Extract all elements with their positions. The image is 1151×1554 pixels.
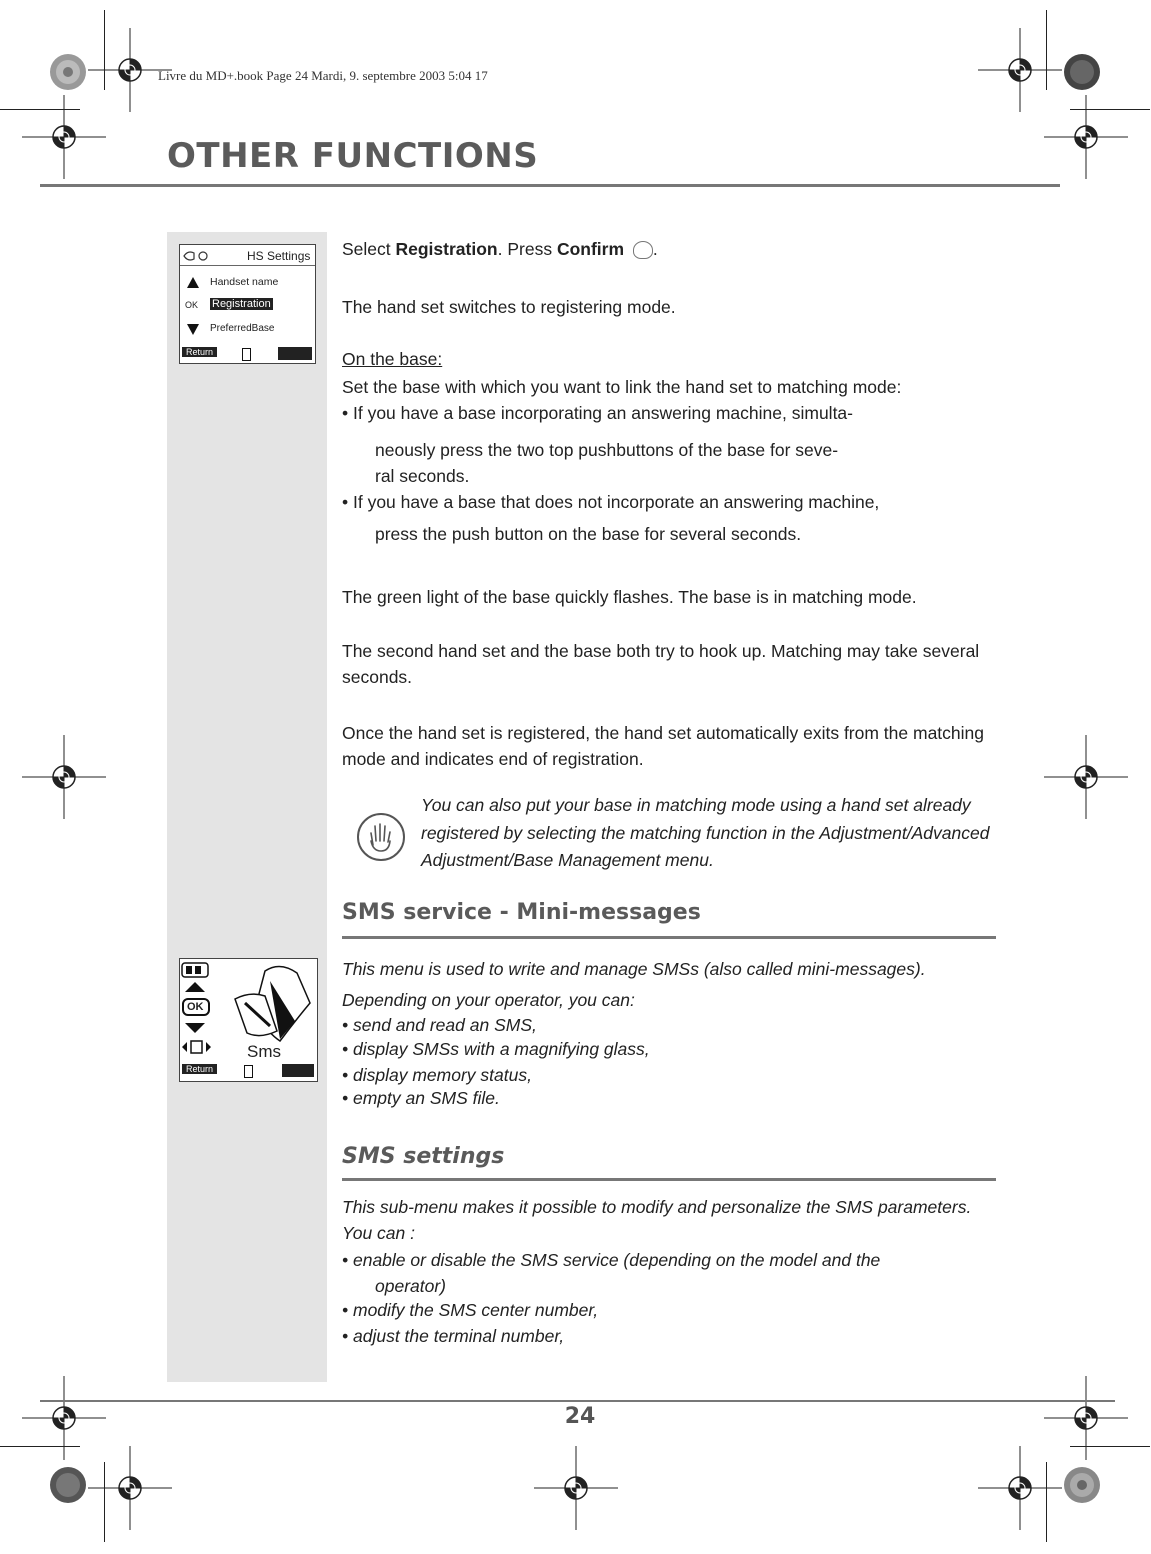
bullet-no-answering-machine-cont: press the push button on the base for several seconds. xyxy=(375,524,802,544)
registration-mark-icon xyxy=(1044,95,1128,179)
sidebar xyxy=(167,232,327,1382)
nav-arrow-up-icon xyxy=(187,277,199,288)
registration-mark-icon xyxy=(978,28,1062,112)
registration-instructions xyxy=(342,236,1002,262)
battery-icon xyxy=(242,348,251,361)
sms-settings-heading: SMS settings xyxy=(342,1144,505,1169)
handset-screen-settings xyxy=(179,244,316,364)
bullet-answering-machine-cont: neously press the two top pushbuttons of the base for seve- xyxy=(375,440,839,460)
second-handset-text: The second hand set and the base both try to hook up. Matching may take several seconds. xyxy=(342,641,980,687)
bullet-answering-machine: • If you have a base incorporating an answering machine, simulta- xyxy=(342,403,853,423)
sms-service-bullet: • display memory status, xyxy=(342,1065,532,1085)
nav-arrow-up-icon xyxy=(185,982,205,992)
registration-mark-icon xyxy=(22,735,106,819)
bullet-answering-machine-end: ral seconds. xyxy=(375,466,470,486)
title-divider xyxy=(40,184,1060,187)
section-title: OTHER FUNCTIONS xyxy=(167,136,539,176)
ok-label: OK xyxy=(187,1001,204,1013)
registration-mark-icon xyxy=(534,1446,618,1530)
color-calibration-icon xyxy=(50,54,86,90)
once-registered-text: Once the hand set is registered, the hand set automatically exits from the matching mode and indicates end of registration. xyxy=(342,723,985,769)
set-base-text: Set the base with which you want to link the hand set to matching mode: xyxy=(342,377,902,397)
softkey-return: Return xyxy=(182,1064,217,1074)
phone-settings-icon xyxy=(182,249,210,263)
sms-service-intro: This menu is used to write and manage SMSs (also called mini-messages). Depending on your operator, you can: xyxy=(342,959,926,1010)
sms-envelope-icon xyxy=(225,961,315,1046)
registration-mark-icon xyxy=(88,1446,172,1530)
registration-mark-icon xyxy=(978,1446,1062,1530)
footer-divider xyxy=(40,1400,1115,1402)
screen-title: HS Settings xyxy=(247,249,311,263)
nav-arrow-down-icon xyxy=(185,1023,205,1033)
menu-item-handset-name: Handset name xyxy=(210,276,279,288)
sms-settings-bullet: • modify the SMS center number, xyxy=(342,1300,599,1320)
menu-item-registration-selected: Registration xyxy=(212,298,271,310)
menu-item-preferred-base: PreferredBase xyxy=(210,323,275,334)
sms-service-bullet: • send and read an SMS, xyxy=(342,1015,537,1035)
handset-screen-sms xyxy=(179,958,318,1082)
ok-label: OK xyxy=(185,300,199,310)
switches-text: The hand set switches to registering mode. xyxy=(342,297,676,317)
sms-service-divider xyxy=(342,936,996,939)
select-registration-line: Select Registration. Press Confirm . xyxy=(342,239,658,259)
green-light-text: The green light of the base quickly flashes. The base is in matching mode. xyxy=(342,587,917,607)
sms-settings-intro: This sub-menu makes it possible to modify and personalize the SMS parameters. You can : xyxy=(342,1197,972,1243)
color-calibration-icon xyxy=(1064,1467,1100,1503)
on-base-heading: On the base: xyxy=(342,349,443,369)
screen-label: Sms xyxy=(247,1042,281,1061)
color-calibration-icon xyxy=(1064,54,1100,90)
sms-settings-bullet-cont: operator) xyxy=(375,1276,447,1296)
sms-service-bullet: • empty an SMS file. xyxy=(342,1088,500,1108)
print-info: Livre du MD+.book Page 24 Mardi, 9. septembre 2003 5:04 17 xyxy=(158,68,488,83)
color-calibration-icon xyxy=(50,1467,86,1503)
sms-settings-bullet: • enable or disable the SMS service (depending on the model and the xyxy=(342,1250,881,1270)
sms-settings-bullet: • adjust the terminal number, xyxy=(342,1326,565,1346)
registration-mark-icon xyxy=(22,1376,106,1460)
sms-service-bullet: • display SMSs with a magnifying glass, xyxy=(342,1039,650,1059)
registration-mark-icon xyxy=(22,95,106,179)
softkey-right xyxy=(278,347,312,360)
softkey-return: Return xyxy=(182,347,217,357)
note-text: You can also put your base in matching mode using a hand set already registered by selecting the matching function in the Adjustment/Advanced Adjustment/Base Management menu. xyxy=(421,795,990,870)
registration-mark-icon xyxy=(1044,1376,1128,1460)
key-confirm-icon xyxy=(633,241,653,259)
sms-settings-divider xyxy=(342,1178,996,1181)
registration-mark-icon xyxy=(1044,735,1128,819)
page-number: 24 xyxy=(564,1404,596,1429)
bullet-no-answering-machine: • If you have a base that does not incorporate an answering machine, xyxy=(342,492,880,512)
battery-icon xyxy=(244,1065,253,1078)
hand-note-icon xyxy=(355,811,407,863)
softkey-right xyxy=(282,1064,314,1077)
sms-service-heading: SMS service - Mini-messages xyxy=(342,900,701,925)
nav-arrow-down-icon xyxy=(187,324,199,335)
